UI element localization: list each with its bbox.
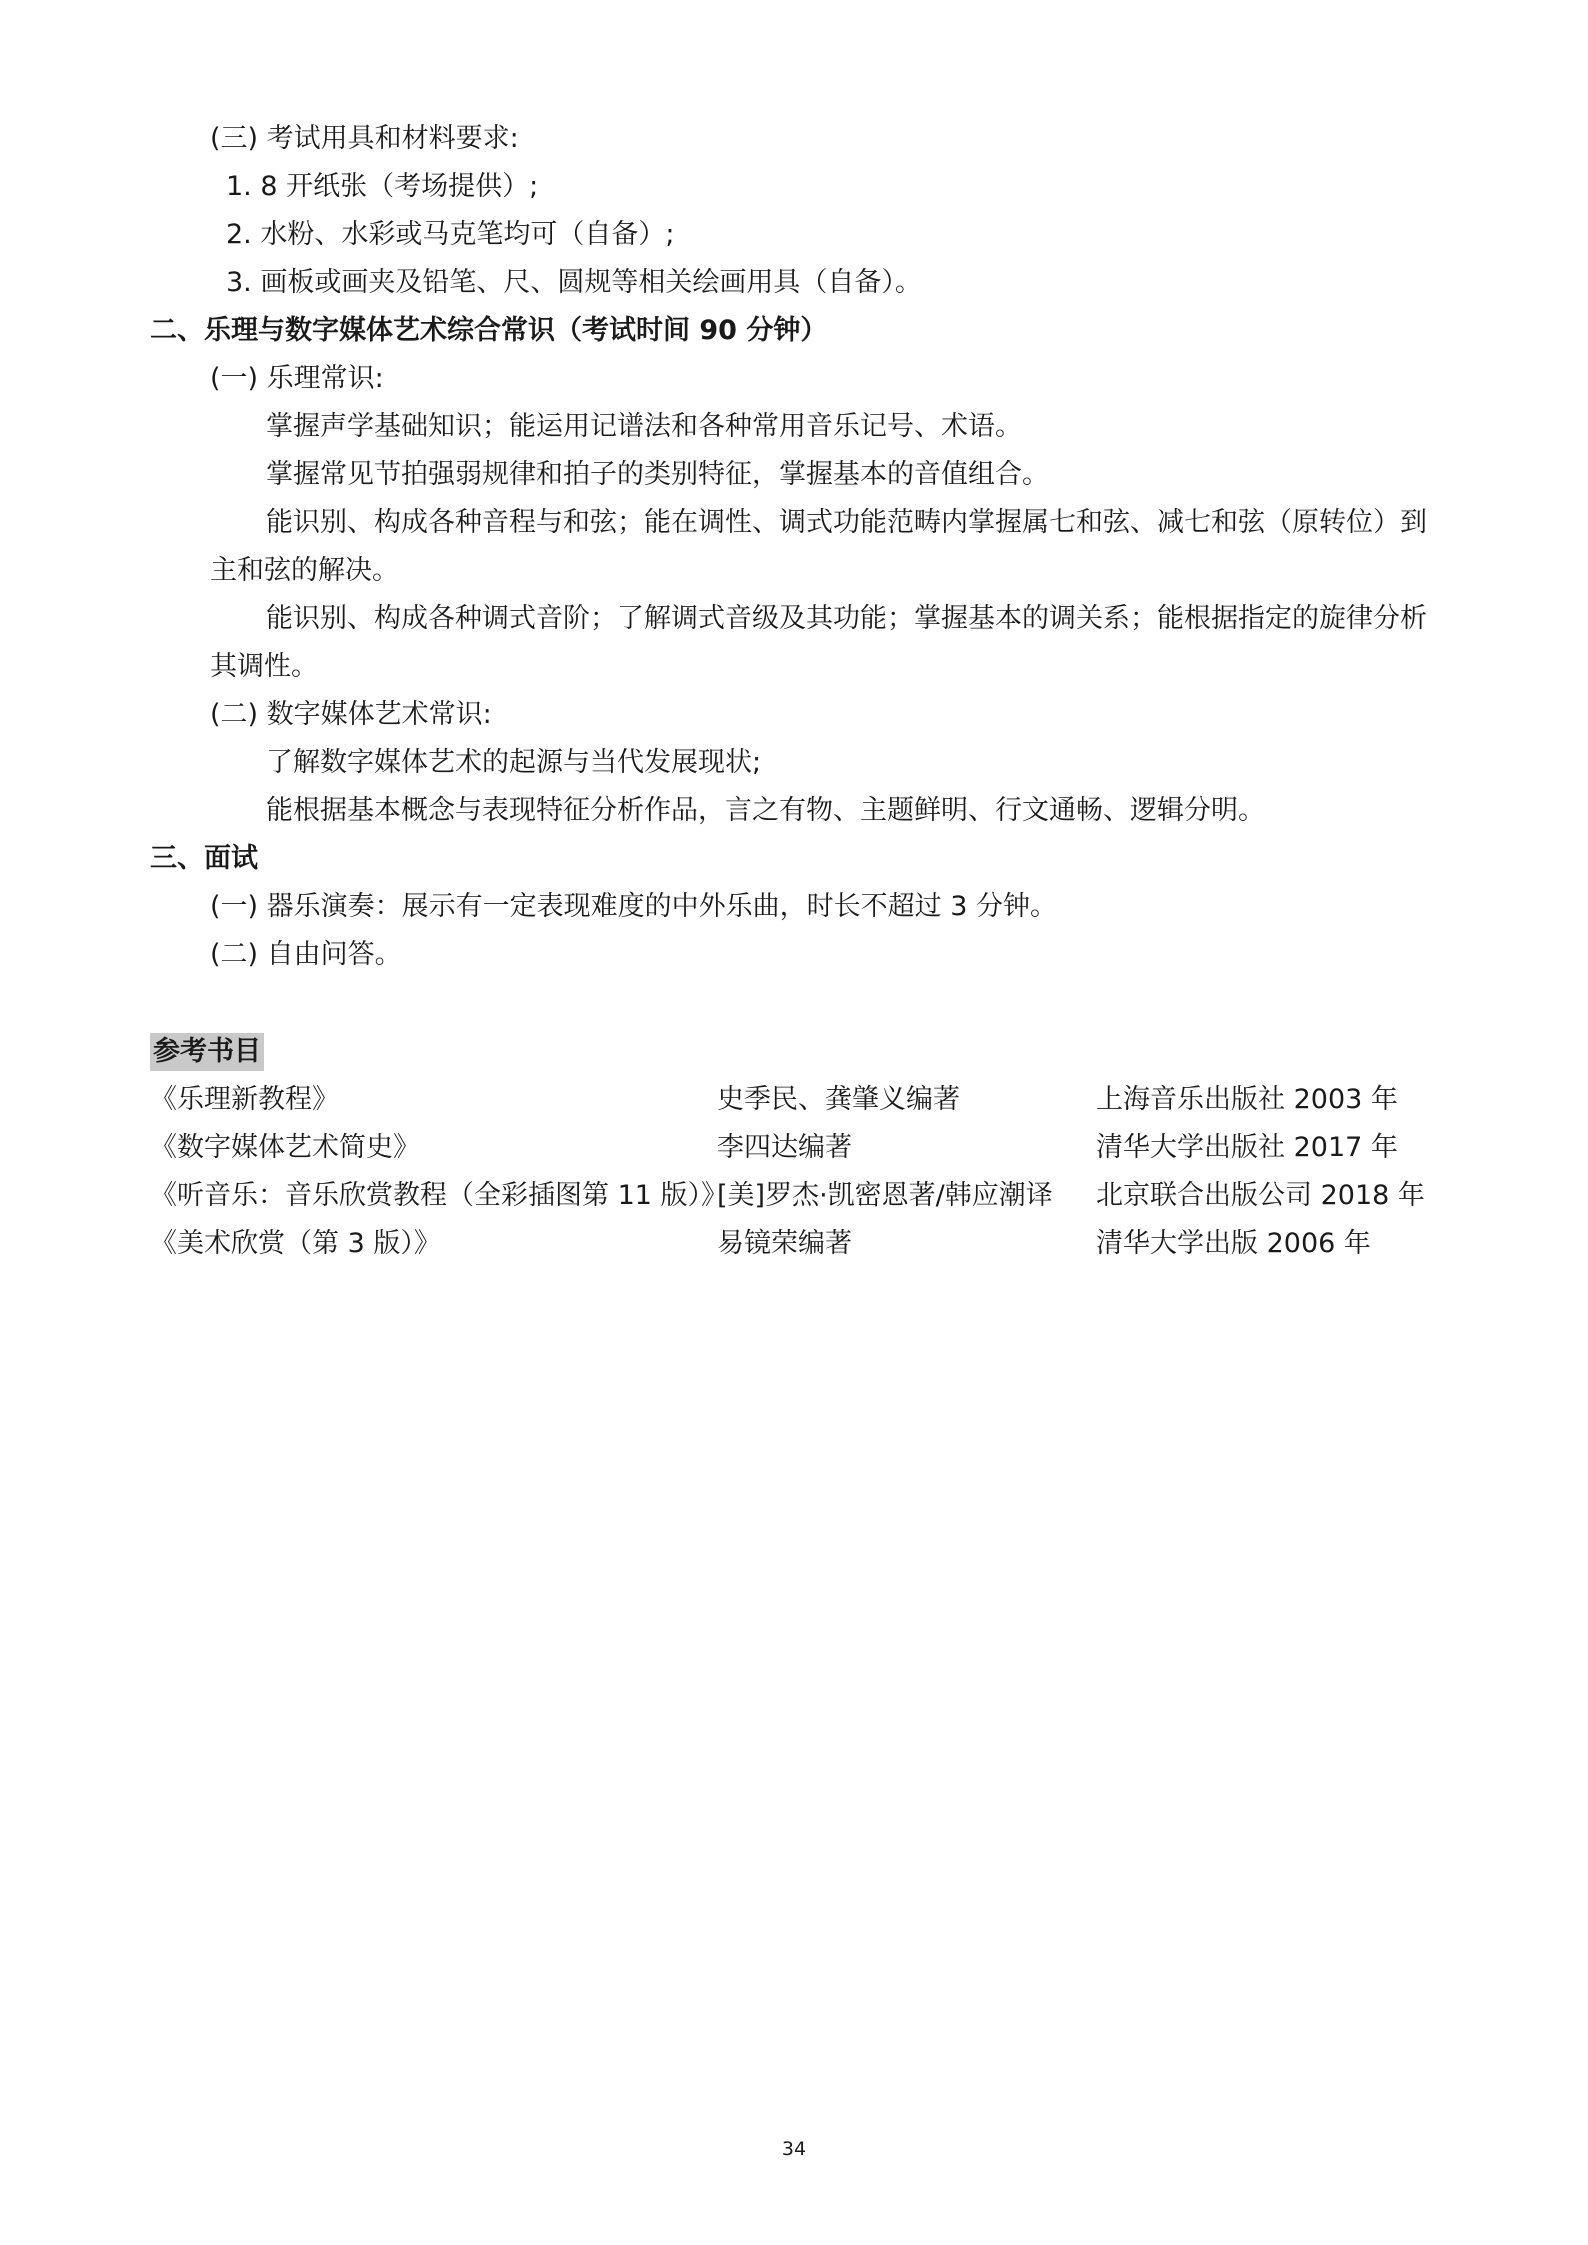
book-title: 《数字媒体艺术简史》 [150,1132,420,1163]
paragraph-line: 掌握常见节拍强弱规律和拍子的类别特征，掌握基本的音值组合。 [266,459,1049,490]
part-heading-interview: 三、面试 [150,843,258,874]
paragraph-line: 能根据基本概念与表现特征分析作品，言之有物、主题鲜明、行文通畅、逻辑分明。 [266,795,1265,826]
paragraph-line: 主和弦的解决。 [210,555,399,586]
book-author: 易镜荣编著 [717,1228,852,1259]
book-author: 史季民、龚肇义编著 [717,1084,960,1115]
section-heading-tools: (三) 考试用具和材料要求: [210,123,519,154]
book-title: 《乐理新教程》 [150,1084,339,1115]
book-author: [美]罗杰·凯密恩著/韩应潮译 [717,1180,1053,1211]
page-number: 34 [781,2138,807,2160]
book-publisher: 清华大学出版 2006 年 [1096,1228,1371,1259]
list-item: 1. 8 开纸张（考场提供）; [226,171,539,202]
list-item: (二) 自由问答。 [210,939,402,970]
list-item: 3. 画板或画夹及铅笔、尺、圆规等相关绘画用具（自备）。 [226,267,922,298]
list-item: (一) 器乐演奏：展示有一定表现难度的中外乐曲，时长不超过 3 分钟。 [210,891,1057,922]
book-author: 李四达编著 [717,1132,852,1163]
book-publisher: 清华大学出版社 2017 年 [1096,1132,1398,1163]
part-heading-music-theory: 二、乐理与数字媒体艺术综合常识（考试时间 90 分钟） [150,315,828,346]
paragraph-line: 能识别、构成各种音程与和弦；能在调性、调式功能范畴内掌握属七和弦、减七和弦（原转位）到 [266,507,1427,538]
book-publisher: 北京联合出版公司 2018 年 [1096,1180,1425,1211]
book-title: 《美术欣赏（第 3 版）》 [150,1228,441,1259]
paragraph-line: 能识别、构成各种调式音阶；了解调式音级及其功能；掌握基本的调关系；能根据指定的旋律分析 [266,603,1427,634]
paragraph-line: 了解数字媒体艺术的起源与当代发展现状; [266,747,762,778]
book-title: 《听音乐：音乐欣赏教程（全彩插图第 11 版）》 [150,1180,729,1211]
paragraph-line: 掌握声学基础知识；能运用记谱法和各种常用音乐记号、术语。 [266,411,1022,442]
list-item: 2. 水粉、水彩或马克笔均可（自备）; [226,219,675,250]
paragraph-line: 其调性。 [210,651,318,682]
references-title: 参考书目 [150,1033,264,1071]
book-publisher: 上海音乐出版社 2003 年 [1096,1084,1398,1115]
subsection-heading-music-theory: (一) 乐理常识: [210,363,384,394]
subsection-heading-digital-media: (二) 数字媒体艺术常识: [210,699,492,730]
